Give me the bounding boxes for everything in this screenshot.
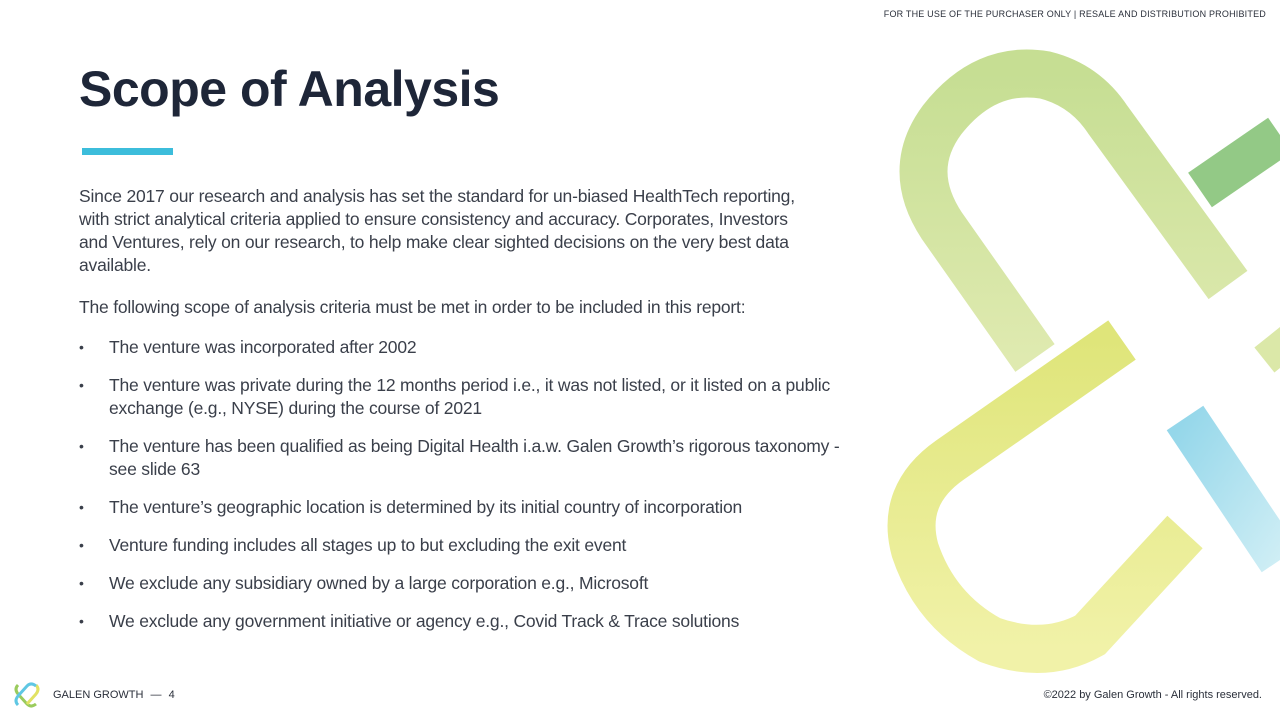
brand-separator: — xyxy=(150,689,162,701)
criteria-text: The venture has been qualified as being Digital Health i.a.w. Galen Growth’s rigorous taxonomy - see slide 63 xyxy=(109,436,840,479)
footer-brand xyxy=(53,689,175,701)
criteria-text: Venture funding includes all stages up to but excluding the exit event xyxy=(109,535,627,555)
page-number: 4 xyxy=(168,689,175,701)
bullet-icon: • xyxy=(79,537,84,553)
intro-paragraph: Since 2017 our research and analysis has set the standard for un-biased HealthTech reporting, with strict analytical criteria applied to ensure consistency and accuracy. Corporates, Investors and Ventures, rely on our research, to help make clear sighted decisions on the very best data available. xyxy=(79,186,795,275)
brand-name: GALEN GROWTH xyxy=(53,689,144,701)
bullet-icon: • xyxy=(79,499,84,515)
copyright-text: ©2022 by Galen Growth - All rights reserved. xyxy=(1043,689,1262,701)
criteria-list xyxy=(79,336,849,648)
title-accent-bar xyxy=(82,148,173,155)
criteria-item xyxy=(79,374,849,420)
yellow-loop-shape xyxy=(912,340,1185,649)
green-loop-shape xyxy=(924,73,1229,358)
galen-growth-logo-icon xyxy=(12,680,42,710)
criteria-item xyxy=(79,534,849,557)
disclaimer-text: FOR THE USE OF THE PURCHASER ONLY | RESALE AND DISTRIBUTION PROHIBITED xyxy=(883,9,1266,19)
page-title: Scope of Analysis xyxy=(79,61,500,117)
criteria-text: The venture was private during the 12 months period i.e., it was not listed, or it listed on a public exchange (e.g., NYSE) during the course of 2021 xyxy=(109,375,831,418)
criteria-text: We exclude any subsidiary owned by a large corporation e.g., Microsoft xyxy=(109,573,649,593)
criteria-text: The venture’s geographic location is determined by its initial country of incorporation xyxy=(109,497,743,517)
criteria-item xyxy=(79,572,849,595)
green-edge-shape xyxy=(1270,335,1280,360)
criteria-text: The venture was incorporated after 2002 xyxy=(109,337,417,357)
bullet-icon: • xyxy=(79,377,84,393)
criteria-text: We exclude any government initiative or agency e.g., Covid Track & Trace solutions xyxy=(109,611,740,631)
criteria-item xyxy=(79,435,849,481)
criteria-item xyxy=(79,496,849,519)
criteria-item xyxy=(79,610,849,633)
criteria-item xyxy=(79,336,849,359)
bullet-icon: • xyxy=(79,575,84,591)
bullet-icon: • xyxy=(79,438,84,454)
criteria-lead-text: The following scope of analysis criteria must be met in order to be included in this report: xyxy=(79,297,746,317)
bullet-icon: • xyxy=(79,613,84,629)
blue-bar-shape xyxy=(1185,418,1280,560)
bullet-icon: • xyxy=(79,339,84,355)
dark-green-bar-shape xyxy=(1200,135,1280,190)
interlocking-loops-decoration xyxy=(880,40,1280,680)
